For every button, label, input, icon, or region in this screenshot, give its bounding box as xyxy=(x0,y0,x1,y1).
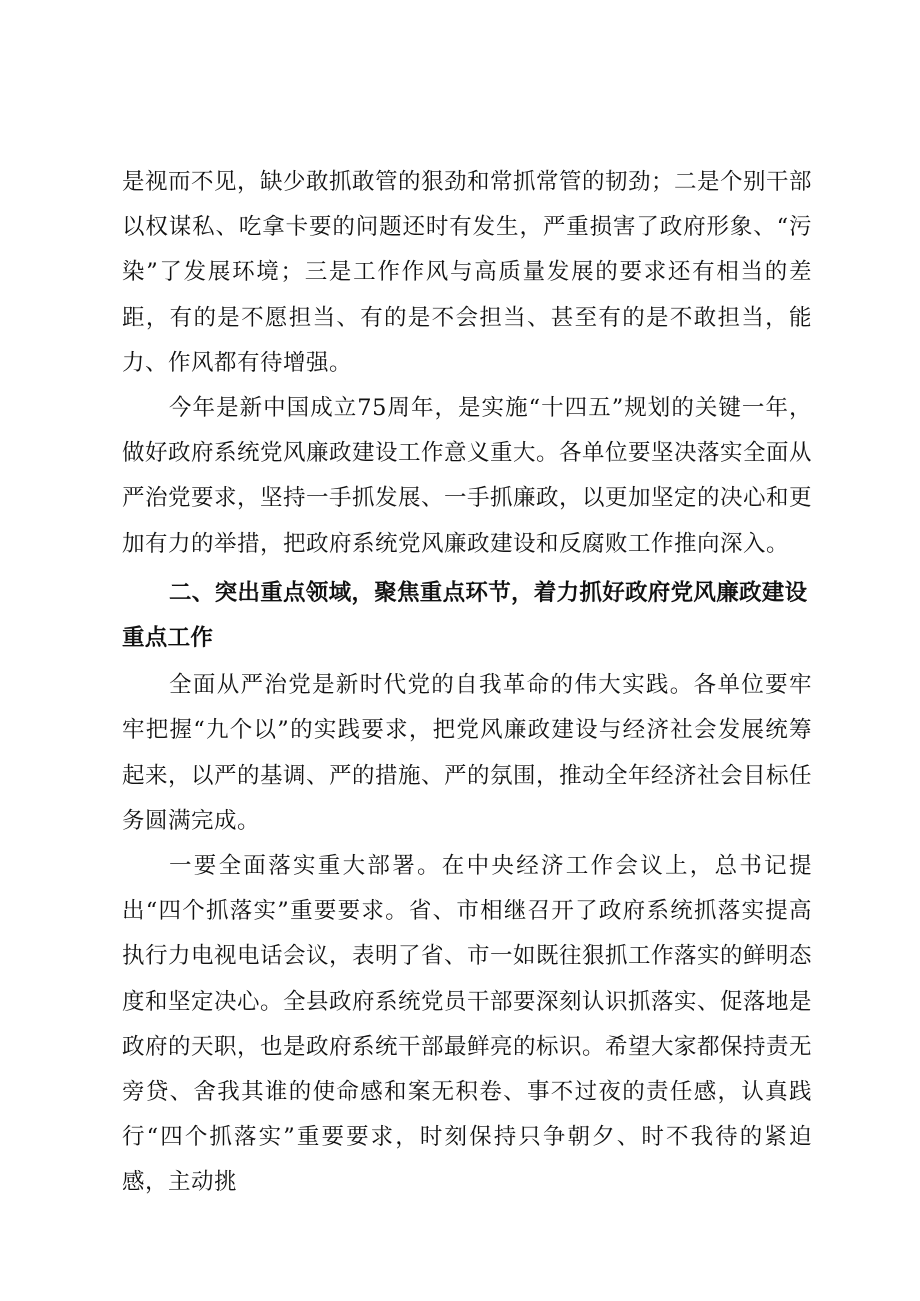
document-body xyxy=(122,160,812,1206)
paragraph-anniversary: 今年是新中国成立75周年，是实施“十四五”规划的关键一年，做好政府系统党风廉政建设工作意义重大。各单位要坚决落实全面从严治党要求，坚持一手抓发展、一手抓廉政，以更加坚定的决心和更加有力的举措，把政府系统党风廉政建设和反腐败工作推向深入。 xyxy=(122,395,813,557)
paragraph-major-deployments: 一要全面落实重大部署。在中央经济工作会议上，总书记提出“四个抓落实”重要要求。省、市相继召开了政府系统抓落实提高执行力电视电话会议，表明了省、市一如既往狠抓工作落实的鲜明态度和坚定决心。全县政府系统党员干部要深刻认识抓落实、促落地是政府的天职，也是政府系统干部最鲜亮的标识。希望大家都保持责无旁贷、舍我其谁的使命感和案无积卷、事不过夜的责任感，认真践行“四个抓落实”重要要求，时刻保持只争朝夕、时不我待的紧迫感，主动挑 xyxy=(122,853,813,1196)
section-heading-two: 二、突出重点领域，聚焦重点环节，着力抓好政府党风廉政建设重点工作 xyxy=(122,579,808,652)
paragraph-strict-governance: 全面从严治党是新时代党的自我革命的伟大实践。各单位要牢牢把握“九个以”的实践要求，把党风廉政建设与经济社会发展统筹起来，以严的基调、严的措施、严的氛围，推动全年经济社会目标任务圆满完成。 xyxy=(122,672,813,834)
paragraph-continuation: 是视而不见，缺少敢抓敢管的狠劲和常抓常管的韧劲；二是个别干部以权谋私、吃拿卡要的问题还时有发生，严重损害了政府形象、“污染”了发展环境；三是工作作风与高质量发展的要求还有相当的差距，有的是不愿担当、有的是不会担当、甚至有的是不敢担当，能力、作风都有待增强。 xyxy=(122,169,813,376)
